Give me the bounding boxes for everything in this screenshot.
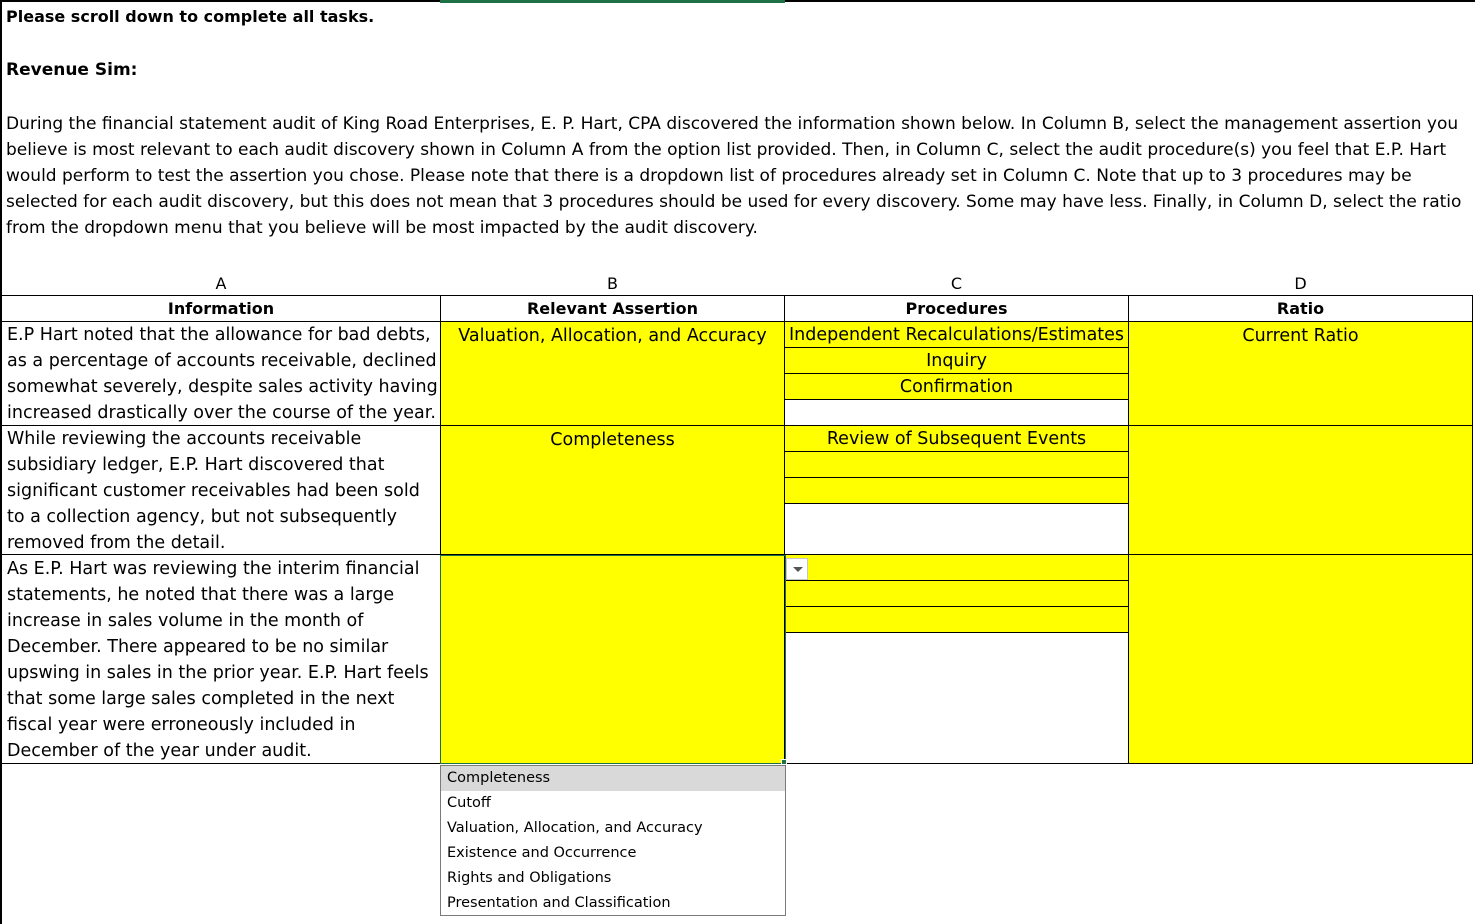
info-cell-row3[interactable]: As E.P. Hart was reviewing the interim financial statements, he noted that there was a large increase in sales volume in the month of December. There appeared to be no similar upswing in sales in the prior year. E.P. Hart feels that some large sales completed in the next fiscal year were erroneously included in December of the year under audit. (7, 559, 429, 761)
procedure-cell-row1-1[interactable]: Independent Recalculations/Estimates (785, 322, 1128, 348)
procedure-cell-row1-2[interactable]: Inquiry (785, 348, 1128, 374)
grid-line (1128, 295, 1129, 764)
grid-line (2, 295, 1473, 296)
assertion-cell-row1[interactable] (440, 322, 785, 426)
active-cell-selection (440, 555, 786, 764)
dropdown-option-cutoff[interactable]: Cutoff (447, 795, 491, 811)
dropdown-option-valuation[interactable]: Valuation, Allocation, and Accuracy (447, 820, 703, 836)
sim-title: Revenue Sim: (6, 60, 138, 80)
procedure-cell-row2-4[interactable] (785, 504, 1128, 555)
column-letter-a: A (215, 274, 227, 293)
header-procedures: Procedures (905, 299, 1008, 318)
dropdown-option-completeness[interactable]: Completeness (441, 766, 785, 791)
info-cell-row1[interactable]: E.P Hart noted that the allowance for bad debts, as a percentage of accounts receivable, declined somewhat severely, despite sales activity having increased drastically over the course of the year. (7, 325, 438, 423)
instructions-text: During the financial statement audit of King Road Enterprises, E. P. Hart, CPA discovered the information shown below. In Column B, select the management assertion you believe is most relevant to each audit discovery shown in Column A from the option list provided. Then, in Column C, select the audit procedure(s) you feel that E.P. Hart would perform to test the assertion you chose. Please note that there is a dropdown list of procedures already set in Column C. Note that up to 3 procedures may be selected for each audit discovery, but this does not mean that 3 procedures should be used for every discovery. Some may have less. Finally, in Column D, select the ratio from the dropdown menu that you believe will be most impacted by the audit discovery. (6, 114, 1462, 238)
procedure-cell-row3-2[interactable] (785, 581, 1128, 607)
assertion-dropdown-list (440, 765, 786, 916)
chevron-down-icon (793, 567, 803, 572)
assertion-value-row1: Valuation, Allocation, and Accuracy (458, 326, 767, 346)
dropdown-option-rights[interactable]: Rights and Obligations (447, 870, 612, 886)
procedure-cell-row1-4[interactable] (785, 400, 1128, 426)
procedure-cell-row3-1[interactable] (785, 555, 1128, 581)
info-cell-row2[interactable]: While reviewing the accounts receivable subsidiary ledger, E.P. Hart discovered that significant customer receivables had been sold to a collection agency, but not subsequently removed from the detail. (7, 429, 420, 553)
header-information: Information (167, 299, 275, 318)
ratio-cell-row3[interactable] (1128, 555, 1473, 764)
dropdown-arrow-button[interactable] (786, 558, 808, 580)
procedure-cell-row2-1[interactable]: Review of Subsequent Events (785, 426, 1128, 452)
header-ratio: Ratio (1276, 299, 1325, 318)
procedure-cell-row1-3[interactable]: Confirmation (785, 374, 1128, 400)
grid-line (2, 425, 1473, 426)
ratio-value-row1: Current Ratio (1242, 326, 1359, 346)
column-letter-d: D (1294, 274, 1307, 293)
ratio-cell-row1[interactable] (1128, 322, 1473, 426)
procedure-cell-row2-3[interactable] (785, 478, 1128, 504)
procedure-cell-row3-3[interactable] (785, 607, 1128, 633)
dropdown-option-existence[interactable]: Existence and Occurrence (447, 845, 637, 861)
grid-line (1472, 295, 1473, 764)
assertion-cell-row2[interactable] (440, 426, 785, 555)
active-column-indicator (440, 0, 785, 3)
procedure-cell-row3-4[interactable] (785, 633, 1128, 764)
grid-line (2, 321, 1473, 322)
assertion-value-row2: Completeness (550, 430, 675, 450)
ratio-cell-row2[interactable] (1128, 426, 1473, 555)
column-letter-b: B (607, 274, 618, 293)
header-relevant-assertion: Relevant Assertion (526, 299, 699, 318)
procedure-cell-row2-2[interactable] (785, 452, 1128, 478)
scroll-note: Please scroll down to complete all tasks. (6, 7, 375, 26)
column-letter-c: C (950, 274, 963, 293)
dropdown-option-presentation[interactable]: Presentation and Classification (447, 895, 671, 911)
